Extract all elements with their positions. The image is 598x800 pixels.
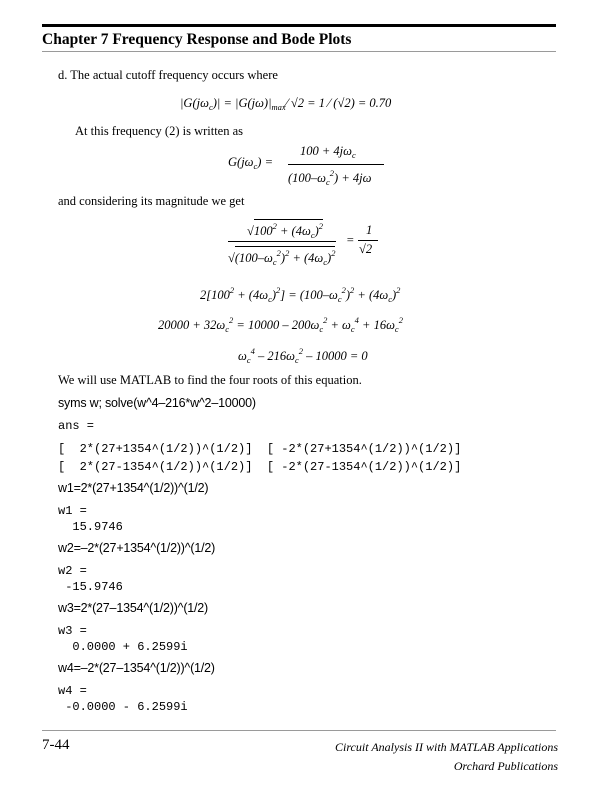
- header-divider: [42, 51, 556, 52]
- eq4-d-sub: c: [337, 294, 342, 304]
- matlab-command-w3: w3=2*(27–1354^(1/2))^(1/2): [58, 601, 209, 615]
- eq3-num-sup: 2: [272, 221, 277, 231]
- equation-cutoff: [180, 96, 391, 112]
- matlab-output-w1-label: w1 =: [58, 504, 87, 518]
- eq4-b-sub: c: [268, 294, 272, 304]
- eq2-num-sub: c: [351, 150, 356, 160]
- eq3-num-sup2: 2: [318, 221, 324, 231]
- eq3-den-sup2: 2: [285, 248, 290, 258]
- eq3-rhs-numerator: 1: [366, 223, 373, 237]
- eq3-den-c: + (4ω: [289, 251, 324, 265]
- eq6-b-sub: c: [294, 355, 299, 365]
- eq6-c: – 10000 = 0: [302, 349, 368, 363]
- eq5-a: 20000 + 32ω: [158, 318, 226, 332]
- eq6-quartic: [238, 346, 368, 365]
- matlab-output-w2-label: w2 =: [58, 564, 87, 578]
- eq5-a-sub: c: [225, 324, 230, 334]
- eq5-c-sub: c: [350, 324, 355, 334]
- matlab-output-ans-row-2: [ 2*(27-1354^(1/2))^(1/2)] [ -2*(27-1354^(1/2))^(1/2)]: [58, 460, 462, 474]
- eq2-numerator: [300, 144, 356, 160]
- eq3-numerator: $√100^2 + (4\omega_c)^2$: [247, 221, 324, 240]
- eq3-num-b: + (4ω: [276, 224, 311, 238]
- matlab-output-w4-value: -0.0000 - 6.2599i: [58, 700, 188, 714]
- eq4-f: + (4ω: [354, 288, 389, 302]
- eq4-e: ): [345, 288, 351, 302]
- eq2-fraction-bar: [288, 164, 384, 165]
- eq4-f-sub: c: [388, 294, 392, 304]
- footer-rule: [42, 730, 556, 731]
- item-d-text: d. The actual cutoff frequency occurs where: [58, 68, 278, 82]
- eq3-den-sup: 2: [276, 248, 281, 258]
- matlab-output-w4-label: w4 =: [58, 684, 87, 698]
- publisher-name: Orchard Publications: [453, 759, 558, 773]
- header-rule: [42, 24, 556, 27]
- eq3-num-c: ): [314, 224, 319, 238]
- matlab-command-solve: syms w; solve(w^4–216*w^2–10000): [58, 396, 256, 410]
- matlab-output-ans-label: ans =: [58, 419, 95, 433]
- eq4-d-sup: 2: [341, 285, 346, 295]
- matlab-output-w3-value: 0.0000 + 6.2599i: [58, 640, 188, 654]
- eq4-b: + (4ω: [234, 288, 269, 302]
- eq2-lhs: [228, 155, 273, 171]
- eq4-c-sup: 2: [276, 285, 281, 295]
- eq3-den-sub2: c: [323, 257, 328, 267]
- eq3-num-a: 100: [253, 224, 273, 238]
- eq5-b: = 10000 – 200ω: [233, 318, 320, 332]
- eq4-g: ): [391, 288, 397, 302]
- eq3-den-sub: c: [272, 257, 277, 267]
- eq1-rhs: ⁄ √2 = 1 ⁄ (√2) = 0.70: [285, 96, 392, 110]
- eq4-expanded-magnitude: [200, 285, 400, 304]
- eq4-c: ): [271, 288, 277, 302]
- eq5-c-sup: 4: [354, 315, 359, 325]
- matlab-output-w2-value: -15.9746: [58, 580, 123, 594]
- eq2-den-sup: 2: [329, 168, 335, 178]
- matlab-output-w3-label: w3 =: [58, 624, 87, 638]
- eq6-b-sup: 2: [298, 346, 303, 356]
- matlab-command-w1: w1=2*(27+1354^(1/2))^(1/2): [58, 481, 209, 495]
- eq2-den-b: ) + 4jω: [334, 171, 372, 185]
- eq6-a: ω: [238, 349, 247, 363]
- eq1-mid: )| = |G(jω)|: [212, 96, 272, 110]
- book-title: Circuit Analysis II with MATLAB Applications: [334, 740, 558, 754]
- matlab-command-w4: w4=–2*(27–1354^(1/2))^(1/2): [58, 661, 215, 675]
- eq2-num-text: 100 + 4jω: [300, 144, 352, 158]
- eq1-mid-sub: max: [271, 102, 286, 112]
- eq6-a-sub: c: [246, 355, 251, 365]
- eq1-lhs: |G(jω: [180, 96, 209, 110]
- page-number: 7-44: [42, 737, 70, 753]
- eq5-c: + ω: [327, 318, 351, 332]
- eq4-e-sup: 2: [350, 285, 355, 295]
- at-frequency-text: At this frequency (2) is written as: [75, 124, 244, 138]
- eq2-lhs-end: ) =: [257, 155, 274, 169]
- eq4-a-sup: 2: [229, 285, 235, 295]
- eq3-den-d: ): [327, 251, 332, 265]
- eq3-den-b: ): [280, 251, 286, 265]
- eq5-a-sup: 2: [229, 315, 234, 325]
- eq1-lhs-sub: c: [208, 102, 213, 112]
- eq5-d-sub: c: [394, 324, 399, 334]
- eq2-den-a: (100–ω: [288, 171, 326, 185]
- eq2-den-sub: c: [326, 177, 330, 187]
- eq3-denominator: $√(100-\omega_c^2)^2 + (4\omega_c)^2$: [228, 248, 336, 267]
- matlab-output-w1-value: 15.9746: [58, 520, 123, 534]
- eq5-d-sup: 2: [398, 315, 403, 325]
- eq6-a-sup: 4: [250, 346, 255, 356]
- eq3-rhs-fraction-bar: [358, 240, 378, 241]
- eq3-den-sup3: 2: [331, 248, 336, 258]
- eq2-lhs-sub: c: [253, 161, 258, 171]
- eq4-a: 2[100: [200, 288, 230, 302]
- chapter-title: Chapter 7 Frequency Response and Bode Plots: [42, 31, 352, 48]
- considering-text: and considering its magnitude we get: [58, 194, 245, 208]
- matlab-intro-text: We will use MATLAB to find the four roots of this equation.: [58, 373, 362, 387]
- eq6-b: – 216ω: [254, 349, 295, 363]
- eq5-polynomial: [158, 315, 403, 334]
- eq5-b-sup: 2: [323, 315, 328, 325]
- matlab-command-w2: w2=–2*(27+1354^(1/2))^(1/2): [58, 541, 216, 555]
- eq5-b-sub: c: [319, 324, 324, 334]
- eq3-den-a: (100–ω: [234, 251, 273, 265]
- eq4-d: ] = (100–ω: [280, 288, 338, 302]
- eq3-rhs-denominator: √2: [359, 242, 373, 256]
- eq3-equals: =: [346, 233, 355, 247]
- eq3-num-sub: c: [310, 230, 315, 240]
- eq5-d: + 16ω: [358, 318, 395, 332]
- eq2-denominator: [288, 168, 371, 187]
- matlab-output-ans-row-1: [ 2*(27+1354^(1/2))^(1/2)] [ -2*(27+1354^(1/2))^(1/2)]: [58, 442, 462, 456]
- eq2-lhs-text: G(jω: [228, 155, 254, 169]
- eq4-g-sup: 2: [396, 285, 401, 295]
- eq3-fraction-bar: [228, 241, 336, 242]
